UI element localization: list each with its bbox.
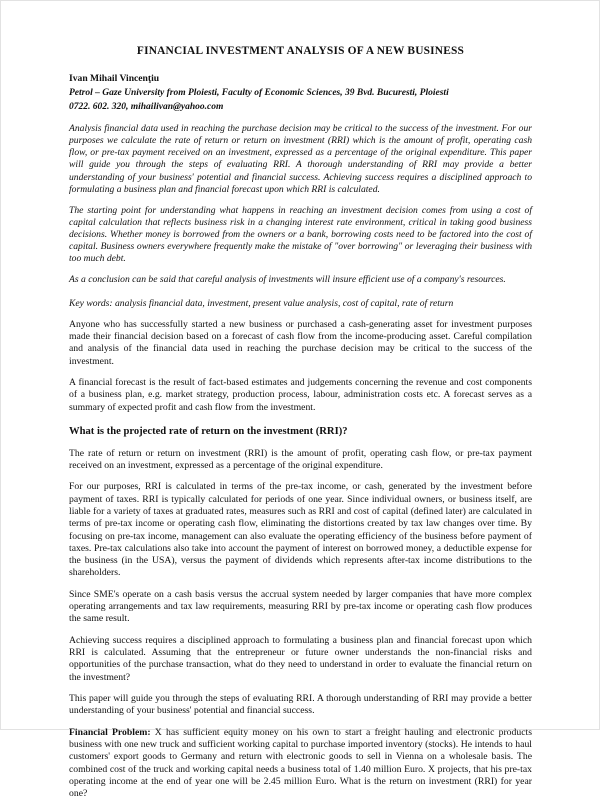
financial-problem-label: Financial Problem:	[69, 726, 151, 738]
keywords-line: Key words: analysis financial data, investment, present value analysis, cost of capital, rate of return	[69, 297, 454, 309]
section-paragraph-4: Achieving success requires a disciplined approach to formulating a business plan and financial forecast upon which RRI is calculated. Assuming that the entrepreneur or future owner understands the non-financial risks and opportunities of the purchase transaction, what do they need to understand in order to evaluate the financial return on the investment?	[69, 634, 532, 683]
author-name: Ivan Mihail Vincenţiu	[69, 72, 160, 84]
intro-paragraph-2: A financial forecast is the result of fact-based estimates and judgements concerning the revenue and cost components of a business plan, e.g. market strategy, production process, labour, administration costs etc. A forecast serves as a summary of expected profit and cash flow from the investment.	[69, 376, 532, 413]
section-paragraph-1: The rate of return or return on investment (RRI) is the amount of profit, operating cash flow, or pre-tax payment received on an investment, expressed as a percentage of the original expenditure.	[69, 447, 532, 471]
financial-problem-paragraph	[69, 727, 532, 800]
section-paragraph-2: For our purposes, RRI is calculated in terms of the pre-tax income, or cash, generated by the investment before payment of taxes. RRI is typically calculated for periods of one year. Since individual owners, or business itself, are liable for a variety of taxes at graduated rates, measures such as RRI and cost of capital (defined later) are calculated in terms of pre-tax income or operating cash flow, eliminating the distortions created by tax law changes over time. By focusing on pre-tax income, management can also evaluate the operating efficiency of the business before payment of taxes. Pre-tax calculations also take into account the payment of interest on borrowed money, a deductible expense for the business (in the USA), versus the payment of dividends which represents after-tax income distributions to the shareholders.	[69, 481, 532, 579]
author-contact: 0722. 602. 320, mihailivan@yahoo.com	[69, 101, 224, 112]
author-affiliation: Petrol – Gaze University from Ploiesti, Faculty of Economic Sciences, 39 Bvd. Bucuresti, Ploiesti	[69, 87, 449, 98]
financial-problem-text: X has sufficient equity money on his own to start a freight hauling and electronic products business with one new truck and sufficient working capital to purchase imported inventory (stocks). He intends to haul customers' export goods to Germany and return with electronic goods to sell in Vienna on a wholesale basis. The combined cost of the truck and working capital needs a business total of 1.40 million Euro. X projects, that his pre-tax operating income at the end of year one will be 2.45 million Euro. What is the return on investment (RRI) for year one?	[69, 726, 532, 800]
abstract-paragraph-3: As a conclusion can be said that careful analysis of investments will insure efficient use of a company's resources.	[69, 274, 506, 286]
section-paragraph-3: Since SME's operate on a cash basis versus the accrual system needed by larger companies that have more complex operating arrangements and tax law requirements, measuring RRI by pre-tax income or operating cash flow produces the same result.	[69, 588, 532, 625]
intro-paragraph-1: Anyone who has successfully started a new business or purchased a cash-generating asset for investment purposes made their financial decision based on a forecast of cash flow from the income-producing asset. Careful compilation and analysis of the financial data used in reaching the purchase decision may be critical to the success of the investment.	[69, 318, 532, 367]
section-paragraph-5: This paper will guide you through the steps of evaluating RRI. A thorough understanding of RRI may provide a better understanding of your business' potential and financial success.	[69, 692, 532, 717]
section-heading-rri: What is the projected rate of return on the investment (RRI)?	[69, 425, 348, 437]
abstract-paragraph-1: Analysis financial data used in reaching the purchase decision may be critical to the success of the investment. For our purposes we calculate the rate of return or return on investment (RRI) which is the amount of profit, operating cash flow, or pre-tax payment received on an investment, expressed as a percentage of the original expenditure. This paper will guide you through the steps of evaluating RRI. A thorough understanding of RRI may provide a better understanding of your business' potential and financial success. Achieving success requires a disciplined approach to formulating a business plan and financial forecast upon which RRI is calculated.	[69, 123, 532, 195]
page-title: FINANCIAL INVESTMENT ANALYSIS OF A NEW BUSINESS	[136, 45, 465, 57]
abstract-paragraph-2: The starting point for understanding what happens in reaching an investment decision comes from using a cost of capital calculation that reflects business risk in a changing interest rate environment, critical in taking good business decisions. Whether money is borrowed from the owners or a bank, borrowing costs need to be factored into the cost of capital. Business owners everywhere frequently make the mistake of "over borrowing" or leveraging their business with too much debt.	[69, 204, 532, 265]
